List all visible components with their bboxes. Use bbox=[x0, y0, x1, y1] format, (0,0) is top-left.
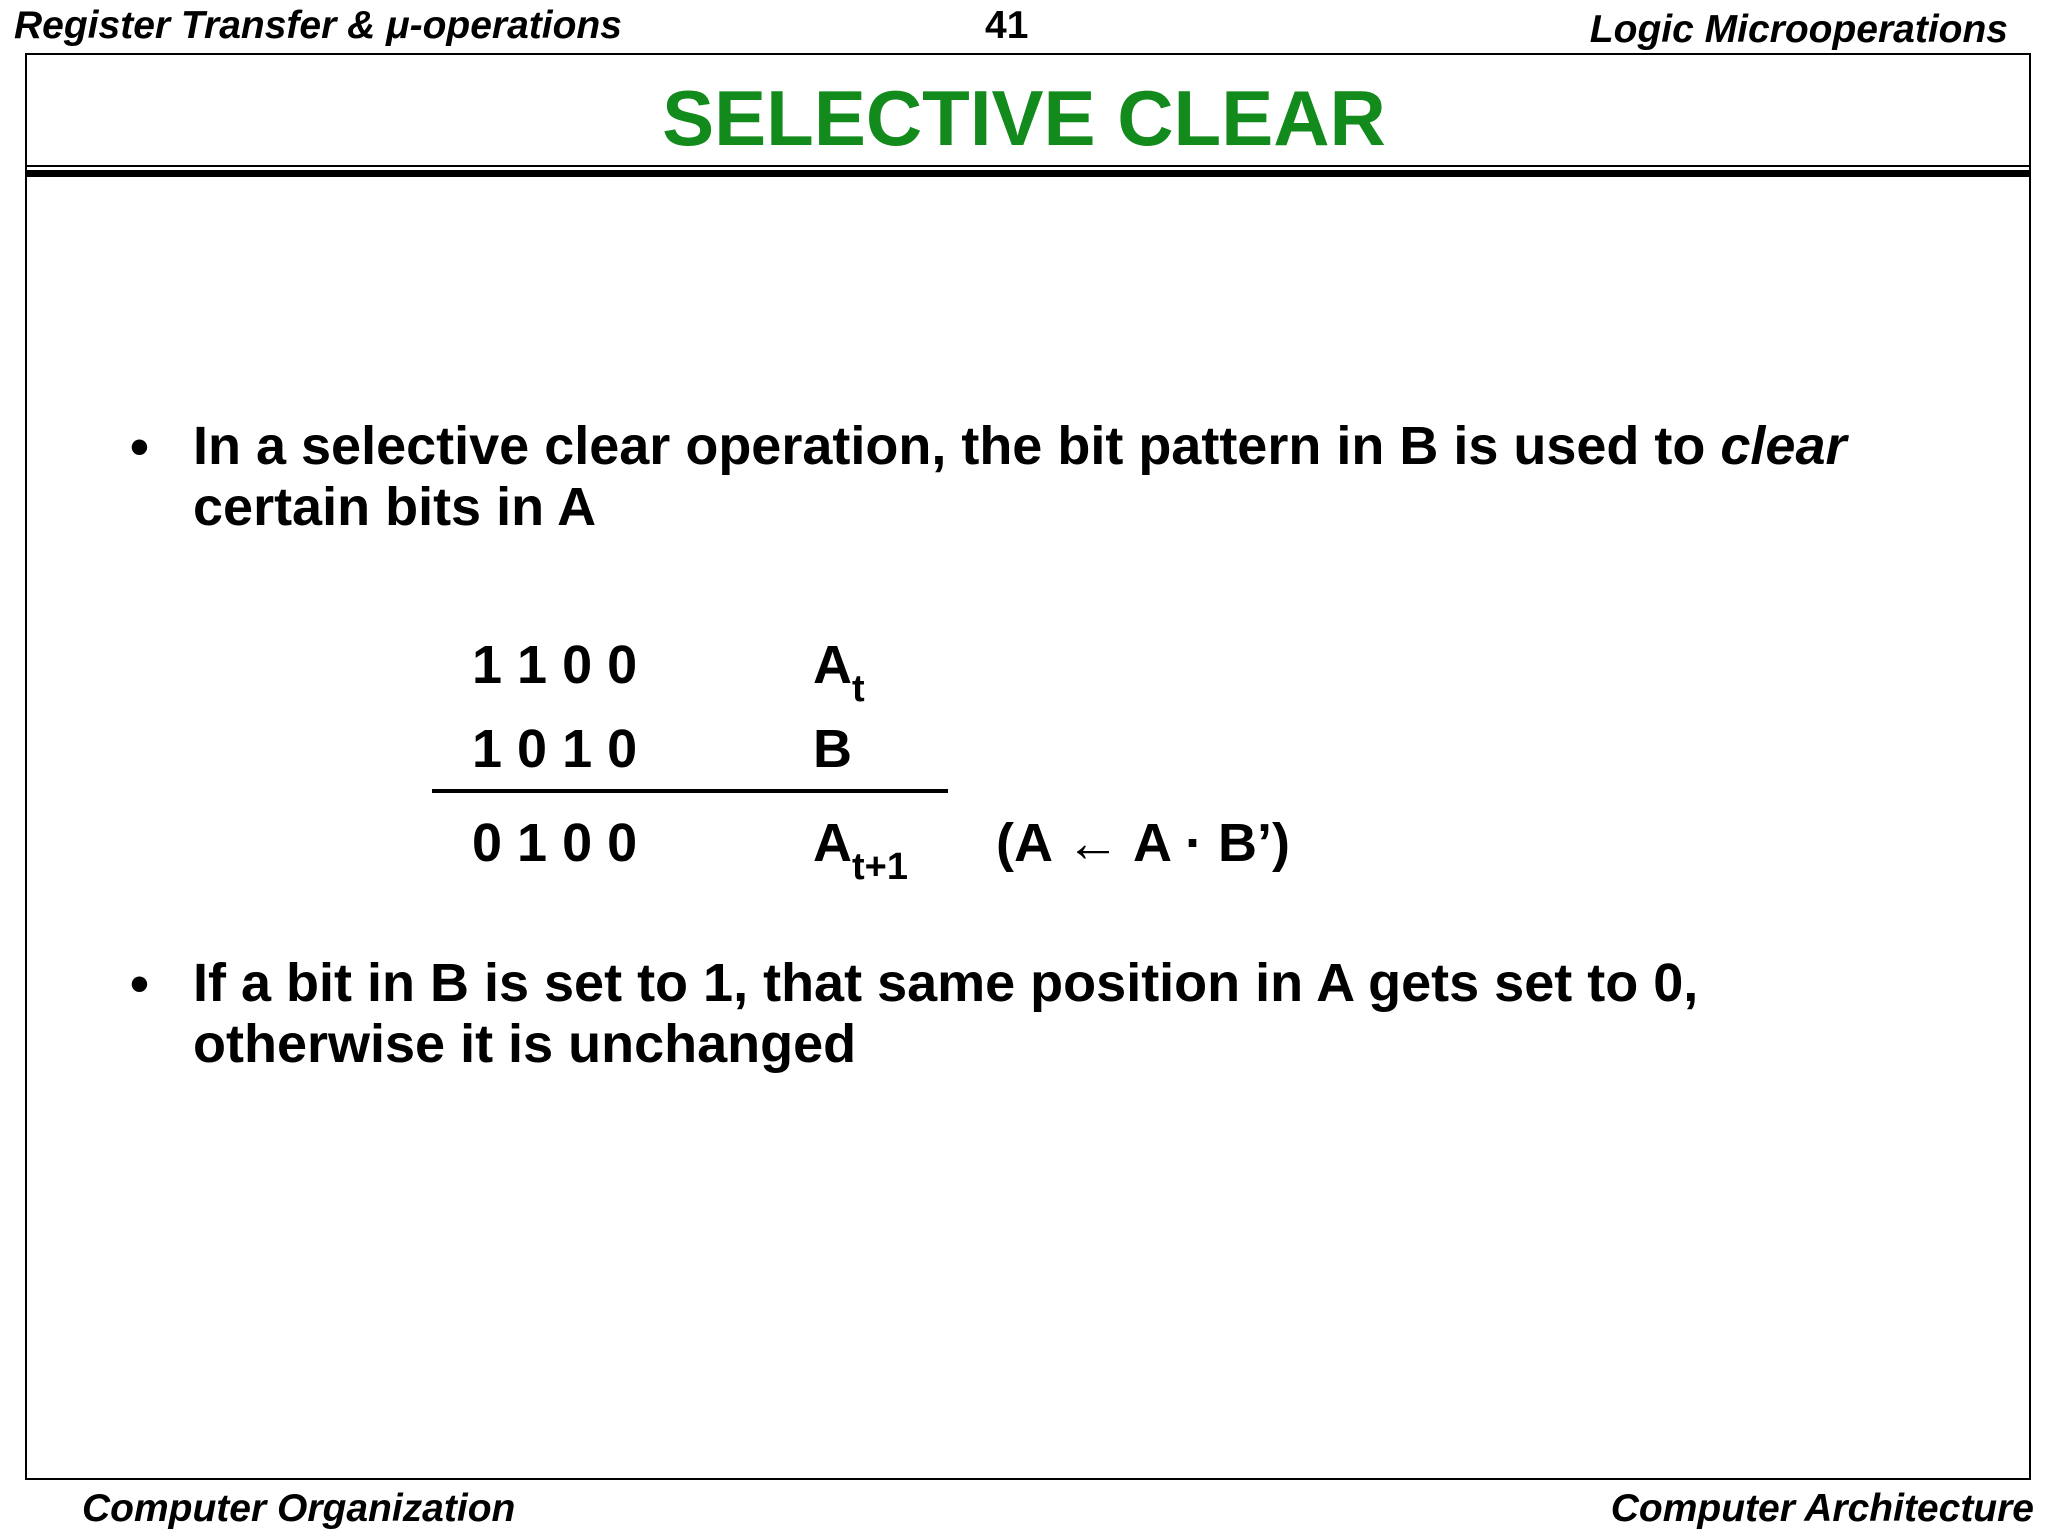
title-rule-thin bbox=[25, 165, 2031, 167]
bullet1-emphasis: clear bbox=[1720, 416, 1847, 476]
header-left-title: Register Transfer & μ-operations bbox=[14, 4, 622, 47]
footer-left: Computer Organization bbox=[82, 1487, 516, 1530]
bullet-marker: • bbox=[130, 954, 149, 1014]
footer-right: Computer Architecture bbox=[1610, 1487, 2034, 1530]
slide-frame bbox=[25, 53, 2031, 1480]
slide-title: SELECTIVE CLEAR bbox=[662, 74, 1386, 162]
bits-row-b: 1 0 1 0 bbox=[472, 719, 638, 779]
label-main: B bbox=[813, 719, 852, 779]
operation-formula: (A ← A · B’) bbox=[996, 813, 1290, 873]
header-right-title: Logic Microoperations bbox=[1589, 8, 2008, 51]
title-rule-thick bbox=[25, 170, 2031, 177]
label-row-b bbox=[813, 718, 852, 780]
label-subscript: t+1 bbox=[852, 846, 908, 888]
label-main: A bbox=[813, 813, 852, 873]
page-number: 41 bbox=[985, 4, 1029, 47]
label-main: A bbox=[813, 635, 852, 695]
bits-row-a-t: 1 1 0 0 bbox=[472, 635, 638, 695]
bullet-marker: • bbox=[130, 417, 149, 477]
bullet1-text-after: certain bits in A bbox=[193, 477, 597, 537]
bits-row-a-t1: 0 1 0 0 bbox=[472, 813, 638, 873]
label-row-a-t1 bbox=[813, 812, 908, 888]
label-subscript: t bbox=[852, 668, 865, 710]
bullet1-text-before: In a selective clear operation, the bit pattern in B is used to bbox=[193, 416, 1721, 476]
bullet-text-1 bbox=[193, 416, 1913, 538]
result-divider-line bbox=[432, 789, 948, 793]
bullet-text-2: If a bit in B is set to 1, that same position in A gets set to 0, otherwise it is unchanged bbox=[193, 953, 1699, 1074]
label-row-a-t bbox=[813, 634, 865, 710]
